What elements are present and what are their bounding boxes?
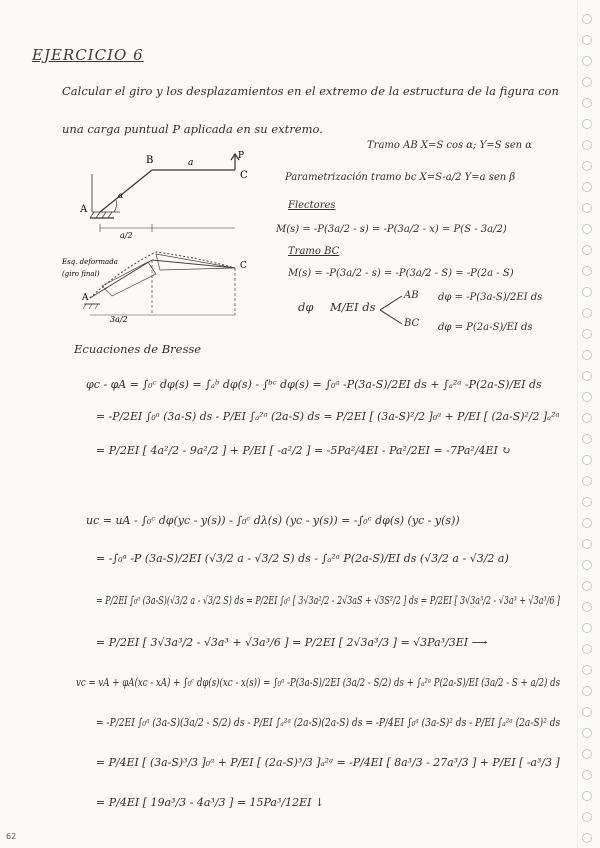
binder-hole: [582, 140, 592, 150]
binder-hole: [582, 350, 592, 360]
binder-hole: [582, 812, 592, 822]
dphi-lhs: dφ: [298, 300, 314, 314]
tramo-bc-param: Parametrización tramo bc X=S-a/2 Y=a sen β: [285, 172, 516, 183]
binder-hole: [582, 707, 592, 717]
binder-hole: [582, 371, 592, 381]
member-ab: [100, 170, 152, 212]
statement-line-2: una carga puntual P aplicada en su extremo.: [62, 122, 323, 136]
eq-line-6: = P/2EI [ 3√3a³/2 - √3a³ + √3a³/6 ] = P/2EI [ 2√3a³/3 ] = √3Pa³/3EI ⟶: [96, 636, 488, 649]
page-number: 62: [6, 832, 17, 841]
binder-hole: [582, 644, 592, 654]
deformed-label-1: Esq. deformada: [62, 258, 118, 266]
binder-hole: [582, 203, 592, 213]
tramo-bc-heading: Tramo BC: [288, 246, 340, 257]
binder-hole: [582, 119, 592, 129]
statement-line-1: Calcular el giro y los desplazamientos en el extremo de la estructura de la figura con: [62, 84, 559, 98]
branch-bc-label: BC: [404, 318, 420, 329]
label-angle: α: [118, 191, 124, 200]
branch-ab-label: AB: [404, 290, 419, 301]
eq-line-7: vc = vA + φA(xc - xA) + ∫₀ᶜ dφ(s)(xc - x(s)) = ∫₀ᵃ -P(3a-S)/2EI (3a/2 - S/2) ds + ∫ₐ²ᵃ P(2a-S)/EI (3a/2 - S + a/2) ds: [76, 676, 561, 689]
binder-hole: [582, 14, 592, 24]
binder-hole: [582, 35, 592, 45]
binder-hole: [582, 98, 592, 108]
eq-line-0: φc - φA = ∫₀ᶜ dφ(s) = ∫ₐᵇ dφ(s) - ∫ᵇᶜ dφ(s) = ∫₀ᵃ -P(3a-S)/2EI ds + ∫ₐ²ᵃ -P(2a-S)/EI ds: [86, 378, 542, 391]
dphi-ab-expr: dφ = -P(3a-S)/2EI ds: [438, 292, 543, 303]
dphi-mid: M/EI ds: [330, 300, 376, 314]
binder-hole: [582, 413, 592, 423]
moment-ab: M(s) = -P(3a/2 - s) = -P(3a/2 - x) = P(S - 3a/2): [276, 224, 507, 235]
binder-hole: [582, 182, 592, 192]
label-b: B: [146, 155, 154, 166]
binder-hole: [582, 518, 592, 528]
binder-hole: [582, 497, 592, 507]
binder-hole: [582, 245, 592, 255]
eq-line-5: = P/2EI ∫₀ᵃ (3a-S)(√3/2 a - √3/2 S) ds = P/2EI ∫₀ᵃ [ 3√3a²/2 - 2√3aS + √3S²/2 ] ds = P/2EI [ 3√3a³/2 - √3a³ + √3a³/6 ]: [96, 594, 561, 607]
label-bc-dim: a: [188, 158, 194, 168]
label-p: P: [238, 151, 245, 161]
binder-hole: [582, 539, 592, 549]
binder-hole: [582, 602, 592, 612]
moment-bc: M(s) = -P(3a/2 - s) = -P(3a/2 - S) = -P(2a - S): [288, 268, 514, 279]
label-3a-half: 3a/2: [110, 315, 128, 324]
binder-hole: [582, 308, 592, 318]
label-a-half: a/2: [120, 231, 133, 240]
label-c: C: [240, 170, 248, 181]
binder-hole: [582, 560, 592, 570]
binder-hole: [582, 476, 592, 486]
eq-line-9: = P/4EI [ (3a-S)³/3 ]₀ᵃ + P/EI [ (2a-S)³/3 ]ₐ²ᵃ = -P/4EI [ 8a³/3 - 27a³/3 ] + P/EI [ -a³/3 ]: [96, 756, 560, 769]
binder-hole: [582, 749, 592, 759]
binder-hole: [582, 266, 592, 276]
exercise-title: EJERCICIO 6: [32, 46, 144, 64]
binder-hole: [582, 161, 592, 171]
binder-hole: [582, 728, 592, 738]
binder-hole: [582, 833, 592, 843]
eq-line-10: = P/4EI [ 19a³/3 - 4a³/3 ] = 15Pa³/12EI ↓: [96, 796, 325, 809]
binder-hole: [582, 56, 592, 66]
eq-line-4: = -∫₀ᵃ -P (3a-S)/2EI (√3/2 a - √3/2 S) ds - ∫ₐ²ᵃ P(2a-S)/EI ds (√3/2 a - √3/2 a): [96, 552, 509, 565]
binder-holes: [580, 0, 594, 848]
deformed-bc: [152, 260, 235, 268]
bresse-heading: Ecuaciones de Bresse: [74, 342, 202, 356]
binder-hole: [582, 434, 592, 444]
binder-hole: [582, 77, 592, 87]
binder-hole: [582, 224, 592, 234]
label-c-deformed: C: [240, 261, 247, 271]
dphi-bc-expr: dφ = P(2a-S)/EI ds: [438, 322, 533, 333]
binder-hole: [582, 623, 592, 633]
binder-hole: [582, 287, 592, 297]
binder-hole: [582, 392, 592, 402]
label-a: A: [80, 204, 88, 215]
margin-line: [577, 0, 578, 848]
tramo-ab-param: Tramo AB X=S cos α; Y=S sen α: [367, 140, 533, 151]
eq-line-2: = P/2EI [ 4a²/2 - 9a²/2 ] + P/EI [ -a²/2 ] = -5Pa²/4EI - Pa²/2EI = -7Pa²/4EI ↻: [96, 444, 511, 457]
binder-hole: [582, 791, 592, 801]
eq-line-1: = -P/2EI ∫₀ᵃ (3a-S) ds - P/EI ∫ₐ²ᵃ (2a-S) ds = P/2EI [ (3a-S)²/2 ]₀ᵃ + P/EI [ (2a-S)²/2 ]ₐ²ᵃ: [96, 410, 560, 423]
branch-bracket: [378, 290, 406, 330]
label-a-deformed: A: [82, 293, 89, 303]
eq-line-3: uc = uA - ∫₀ᶜ dφ(yc - y(s)) - ∫₀ᶜ dλ(s) (yc - y(s)) = -∫₀ᶜ dφ(s) (yc - y(s)): [86, 514, 460, 527]
binder-hole: [582, 455, 592, 465]
binder-hole: [582, 686, 592, 696]
binder-hole: [582, 329, 592, 339]
flectores-heading: Flectores: [288, 200, 336, 211]
structure-diagram: [60, 150, 260, 330]
binder-hole: [582, 665, 592, 675]
eq-line-8: = -P/2EI ∫₀ᵃ (3a-S)(3a/2 - S/2) ds - P/EI ∫ₐ²ᵃ (2a-S)(2a-S) ds = -P/4EI ∫₀ᵃ (3a-S)² ds - P/EI ∫ₐ²ᵃ (2a-S)² ds: [96, 716, 561, 729]
binder-hole: [582, 770, 592, 780]
deformed-label-2: (giro final): [62, 270, 100, 278]
binder-hole: [582, 581, 592, 591]
